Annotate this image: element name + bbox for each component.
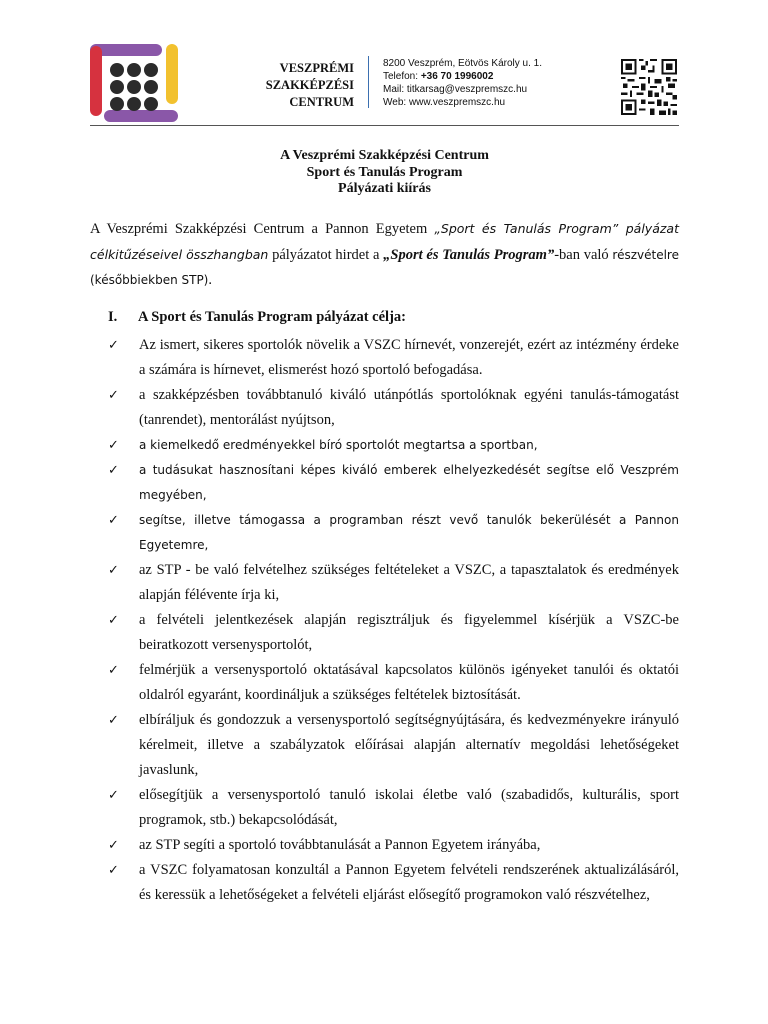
check-icon: ✓ [108, 388, 119, 403]
list-item: ✓ a felvételi jelentkezések alapján regisztráljuk és figyelemmel kísérjük a VSZC-be beiratkozott versenysportolót, [108, 608, 679, 658]
check-icon: ✓ [108, 838, 119, 853]
list-item: ✓ az STP - be való felvételhez szükséges feltételeket a VSZC, a tapasztalatok és eredmények alapján félévente írja ki, [108, 558, 679, 608]
list-item: ✓ a kiemelkedő eredményekkel bíró sportolót megtartsa a sportban, [108, 433, 679, 458]
check-icon: ✓ [108, 438, 119, 453]
section-number: I. [108, 309, 118, 325]
intro-paragraph: A Veszprémi Szakképzési Centrum a Pannon Egyetem „Sport és Tanulás Program” pályázat célkitűzéseivel összhangban pályázatot hirdet a „Sport és Tanulás Program”-ban való részvételre (későbbiekben STP). [90, 221, 679, 288]
check-icon: ✓ [108, 338, 119, 353]
web-line[interactable]: Web: www.veszpremszc.hu [383, 97, 506, 108]
list-item: ✓ az STP segíti a sportoló továbbtanulását a Pannon Egyetem irányába, [108, 833, 679, 858]
org-line: CENTRUM [289, 95, 354, 109]
document-title [90, 148, 679, 198]
check-icon: ✓ [108, 863, 119, 878]
list-item: ✓ elbíráljuk és gondozzuk a versenysportoló segítségnyújtására, és kedvezményekre irányuló kérelmeit, illetve a szabályzatok előírásai alapján alternatív megoldási lehetőségeket javaslunk, [108, 708, 679, 783]
check-icon: ✓ [108, 563, 119, 578]
title-line: Sport és Tanulás Program [306, 164, 463, 180]
letterhead [0, 0, 768, 130]
check-icon: ✓ [108, 613, 119, 628]
header-divider [368, 56, 369, 108]
title-line: Pályázati kiírás [338, 181, 431, 196]
list-item: ✓ a szakképzésben továbbtanuló kiváló utánpótlás sportolóknak egyéni tanulás-támogatást (tanrendet), mentorálást nyújtson, [108, 383, 679, 433]
list-item: ✓ elősegítjük a versenysportoló tanuló iskolai életbe való (szabadidős, kulturális, sport programok, stb.) bekapcsolódását, [108, 783, 679, 833]
check-icon: ✓ [108, 788, 119, 803]
check-icon: ✓ [108, 513, 119, 528]
mail-line[interactable]: Mail: titkarsag@veszpremszc.hu [383, 84, 528, 95]
check-icon: ✓ [108, 713, 119, 728]
section-heading [108, 309, 406, 326]
list-item: ✓ segítse, illetve támogassa a programban részt vevő tanulók bekerülését a Pannon Egyetemre, [108, 508, 679, 558]
list-item: ✓ Az ismert, sikeres sportolók növelik a VSZC hírnevét, vonzerejét, ezért az intézmény érdeke a számára is hírnevet, elismerést hozó sportoló befogadása. [108, 333, 679, 383]
org-line: SZAKKÉPZÉSI [265, 78, 354, 92]
vszc-logo-icon [90, 44, 180, 122]
check-icon: ✓ [108, 663, 119, 678]
org-name [262, 60, 354, 111]
list-item: ✓ felmérjük a versenysportoló oktatásával kapcsolatos különös igényeket tanulói és oktatói oldalról egyaránt, koordináljuk a szükséges feltételek biztosítását. [108, 658, 679, 708]
org-line: VESZPRÉMI [279, 61, 354, 75]
list-item: ✓ a tudásukat hasznosítani képes kiváló emberek elhelyezkedését segítse elő Veszprém megyében, [108, 458, 679, 508]
check-icon: ✓ [108, 463, 119, 478]
phone-line: Telefon: +36 70 1996002 [383, 71, 494, 82]
list-item: ✓ a VSZC folyamatosan konzultál a Pannon Egyetem felvételi rendszerének aktualizálásáról, és keressük a lehetőségeket a felvételi eljárást elősegítő programokon való részvételhez, [108, 858, 679, 908]
header-rule [90, 125, 679, 126]
contact-block [383, 57, 542, 109]
section-title: A Sport és Tanulás Program pályázat célja: [138, 309, 406, 325]
phone-number: +36 70 1996002 [420, 71, 494, 82]
title-line: A Veszprémi Szakképzési Centrum [280, 148, 489, 163]
address: 8200 Veszprém, Eötvös Károly u. 1. [383, 58, 542, 69]
goal-list [108, 333, 679, 908]
qr-code-icon [621, 59, 677, 115]
